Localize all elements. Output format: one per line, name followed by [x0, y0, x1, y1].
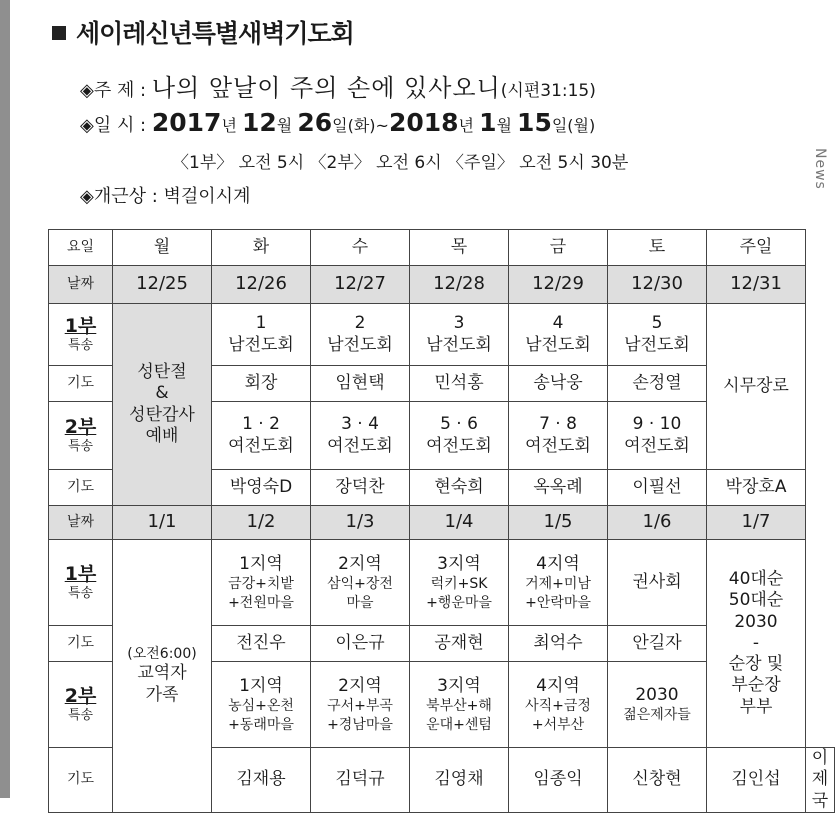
district-cell	[509, 540, 608, 626]
date-cell: 1/3	[311, 506, 410, 540]
prayer-label: 기도	[49, 748, 113, 813]
district-title: 1지역	[239, 676, 283, 697]
sunday-youth-cell	[707, 540, 806, 748]
prayer-name: 최억수	[509, 626, 608, 662]
group-name: 남전도회	[327, 334, 393, 355]
district-area: 삼익+장전	[327, 576, 393, 593]
district-cell	[311, 540, 410, 626]
prayer-name: 김덕규	[311, 748, 410, 813]
group-number: 5 · 6	[440, 414, 478, 435]
prayer-name: 신창현	[608, 748, 707, 813]
title-text: 세이레신년특별새벽기도회	[76, 19, 354, 48]
district-area: 구서+부곡	[327, 698, 393, 715]
prayer-name: 김재용	[212, 748, 311, 813]
prayer-name: 공재현	[410, 626, 509, 662]
part2-label: 2부	[64, 415, 97, 438]
left-edge-bar	[0, 0, 10, 798]
womens-group-cell	[311, 402, 410, 470]
day-tue: 화	[212, 230, 311, 266]
pastors-line: 교역자	[137, 663, 187, 684]
mens-group-cell	[410, 304, 509, 366]
christmas-cell	[113, 304, 212, 506]
district-area: 거제+미남	[525, 576, 591, 593]
day-thu: 목	[410, 230, 509, 266]
special-label: 특송	[67, 338, 94, 354]
young-disciples-cell	[608, 662, 707, 748]
prayer-name: 이필선	[608, 470, 707, 506]
date-label: 날짜	[49, 266, 113, 304]
womens-group-cell	[608, 402, 707, 470]
gift-line: ◈개근상 : 벽걸이시계	[80, 186, 251, 207]
district-area: +행운마을	[426, 594, 492, 611]
group-number: 9 · 10	[632, 414, 682, 435]
district-area: +서부산	[531, 716, 585, 733]
sunday-line: 50대순	[728, 590, 784, 611]
district-title: 2지역	[338, 676, 382, 697]
sunday-line: 부부	[739, 696, 773, 717]
group-number: 3 · 4	[341, 414, 379, 435]
day-fri: 금	[509, 230, 608, 266]
prayer-name: 옥옥례	[509, 470, 608, 506]
group-number: 2	[354, 313, 366, 334]
district-area: +동래마을	[228, 716, 294, 733]
district-area: +전원마을	[228, 594, 294, 611]
part1-special-label	[49, 304, 113, 366]
district-area: +안락마을	[525, 594, 591, 611]
district-cell	[509, 662, 608, 748]
theme-text: 나의 앞날이 주의 손에 있사오니	[151, 74, 501, 102]
end-month-unit: 월	[496, 116, 518, 135]
pastors-family-cell	[113, 540, 212, 813]
table-row	[49, 540, 835, 626]
start-year-unit: 년	[221, 116, 242, 135]
date-cell: 1/2	[212, 506, 311, 540]
womens-group-cell	[410, 402, 509, 470]
district-area: 북부산+해	[426, 698, 492, 715]
day-wed: 수	[311, 230, 410, 266]
part2-label: 2부	[64, 684, 97, 707]
prayer-label: 기도	[49, 470, 113, 506]
mens-group-cell	[311, 304, 410, 366]
group-name: 여전도회	[327, 435, 393, 456]
group-number: 5	[651, 313, 663, 334]
district-title: 1지역	[239, 554, 283, 575]
table-row	[49, 304, 835, 366]
date-cell: 1/5	[509, 506, 608, 540]
theme-label: ◈주 제 :	[80, 80, 152, 101]
district-area: 운대+센텀	[426, 716, 492, 733]
prayer-name: 김인섭	[707, 748, 806, 813]
part1-label: 1부	[64, 314, 97, 337]
deaconess-cell: 권사회	[608, 540, 707, 626]
prayer-name: 박장호A	[707, 470, 806, 506]
christmas-ampersand: &	[155, 383, 169, 404]
district-title: 3지역	[437, 676, 481, 697]
date-cell: 1/6	[608, 506, 707, 540]
group-number: 7 · 8	[539, 414, 577, 435]
theme-line	[80, 68, 596, 103]
mens-group-cell	[608, 304, 707, 366]
prayer-name: 임현택	[311, 366, 410, 402]
district-area: 금강+치밭	[228, 576, 294, 593]
service-times: 〈1부〉 오전 5시 〈2부〉 오전 6시 〈주일〉 오전 5시 30분	[172, 153, 629, 173]
district-area: +경남마을	[327, 716, 393, 733]
date-cell: 1/4	[410, 506, 509, 540]
prayer-name: 손정열	[608, 366, 707, 402]
prayer-name: 이제국	[806, 748, 835, 813]
prayer-name: 전진우	[212, 626, 311, 662]
group-number: 1	[255, 313, 267, 334]
young-disciples-name: 젊은제자들	[623, 707, 691, 724]
prayer-name: 이은규	[311, 626, 410, 662]
end-month: 1	[479, 108, 497, 137]
start-day-unit: 일(화)~	[332, 116, 389, 135]
start-day: 26	[297, 108, 333, 137]
day-header-label: 요일	[49, 230, 113, 266]
womens-group-cell	[212, 402, 311, 470]
district-area: 마을	[346, 594, 374, 611]
date-cell: 12/26	[212, 266, 311, 304]
district-title: 4지역	[536, 676, 580, 697]
end-day-unit: 일(월)	[551, 116, 596, 135]
group-number: 4	[552, 313, 564, 334]
district-cell	[212, 540, 311, 626]
womens-group-cell	[509, 402, 608, 470]
table-row	[49, 266, 835, 304]
group-name: 남전도회	[525, 334, 591, 355]
schedule-table	[48, 229, 835, 813]
prayer-label: 기도	[49, 366, 113, 402]
group-name: 남전도회	[228, 334, 294, 355]
start-year: 2017	[151, 108, 222, 137]
mens-group-cell	[212, 304, 311, 366]
date-cell: 12/31	[707, 266, 806, 304]
part2-special-label	[49, 402, 113, 470]
date-label: 날짜	[49, 506, 113, 540]
square-bullet-icon	[52, 26, 66, 40]
schedule-line	[80, 108, 595, 137]
prayer-name: 임종익	[509, 748, 608, 813]
group-name: 남전도회	[426, 334, 492, 355]
christmas-line: 예배	[145, 425, 179, 446]
sunday-elders-cell: 시무장로	[707, 304, 806, 470]
date-cell: 12/25	[113, 266, 212, 304]
prayer-name: 박영숙D	[212, 470, 311, 506]
group-name: 여전도회	[525, 435, 591, 456]
district-title: 3지역	[437, 554, 481, 575]
district-area: 농심+온천	[228, 698, 294, 715]
date-cell: 12/28	[410, 266, 509, 304]
theme-ref: (시편31:15)	[500, 81, 596, 101]
part1-special-label	[49, 540, 113, 626]
district-area: 사직+금정	[525, 698, 591, 715]
district-cell	[212, 662, 311, 748]
special-label: 특송	[67, 708, 94, 724]
side-news-text: News	[812, 148, 828, 190]
district-title: 4지역	[536, 554, 580, 575]
district-cell	[311, 662, 410, 748]
group-number: 3	[453, 313, 465, 334]
district-title: 2지역	[338, 554, 382, 575]
prayer-name: 회장	[212, 366, 311, 402]
group-name: 여전도회	[624, 435, 690, 456]
prayer-label: 기도	[49, 626, 113, 662]
prayer-name: 민석홍	[410, 366, 509, 402]
christmas-line: 성탄절	[137, 362, 187, 382]
part2-special-label	[49, 662, 113, 748]
date-cell: 12/27	[311, 266, 410, 304]
prayer-name: 송낙웅	[509, 366, 608, 402]
sunday-line: 순장 및	[728, 654, 784, 675]
part1-label: 1부	[64, 562, 97, 585]
prayer-name: 장덕찬	[311, 470, 410, 506]
young-disciples-title: 2030	[635, 685, 679, 706]
day-mon: 월	[113, 230, 212, 266]
sunday-line: -	[752, 632, 760, 653]
district-cell	[410, 540, 509, 626]
date-cell: 12/30	[608, 266, 707, 304]
pastors-line: 가족	[145, 684, 179, 705]
group-name: 여전도회	[228, 435, 294, 456]
start-month-unit: 월	[276, 116, 298, 135]
day-sat: 토	[608, 230, 707, 266]
mens-group-cell	[509, 304, 608, 366]
district-cell	[410, 662, 509, 748]
date-cell: 12/29	[509, 266, 608, 304]
end-year: 2018	[388, 108, 459, 137]
day-sun: 주일	[707, 230, 806, 266]
special-label: 특송	[67, 439, 94, 455]
prayer-name: 현숙희	[410, 470, 509, 506]
end-year-unit: 년	[458, 116, 480, 135]
table-row	[49, 506, 835, 540]
sunday-line: 부순장	[731, 675, 781, 696]
special-label: 특송	[67, 586, 94, 602]
date-cell: 1/7	[707, 506, 806, 540]
christmas-line: 성탄감사	[129, 404, 195, 425]
group-name: 여전도회	[426, 435, 492, 456]
schedule-label: ◈일 시 :	[80, 115, 152, 136]
end-day: 15	[517, 108, 552, 137]
page-title	[52, 14, 354, 50]
start-month: 12	[242, 108, 277, 137]
sunday-line: 40대순	[728, 569, 784, 590]
group-name: 남전도회	[624, 334, 690, 355]
pastors-time: (오전6:00)	[127, 645, 197, 662]
sunday-line: 2030	[734, 611, 778, 632]
table-row	[49, 230, 835, 266]
date-cell: 1/1	[113, 506, 212, 540]
district-area: 럭키+SK	[430, 576, 488, 593]
group-number: 1 · 2	[242, 414, 280, 435]
prayer-name: 김영채	[410, 748, 509, 813]
prayer-name: 안길자	[608, 626, 707, 662]
